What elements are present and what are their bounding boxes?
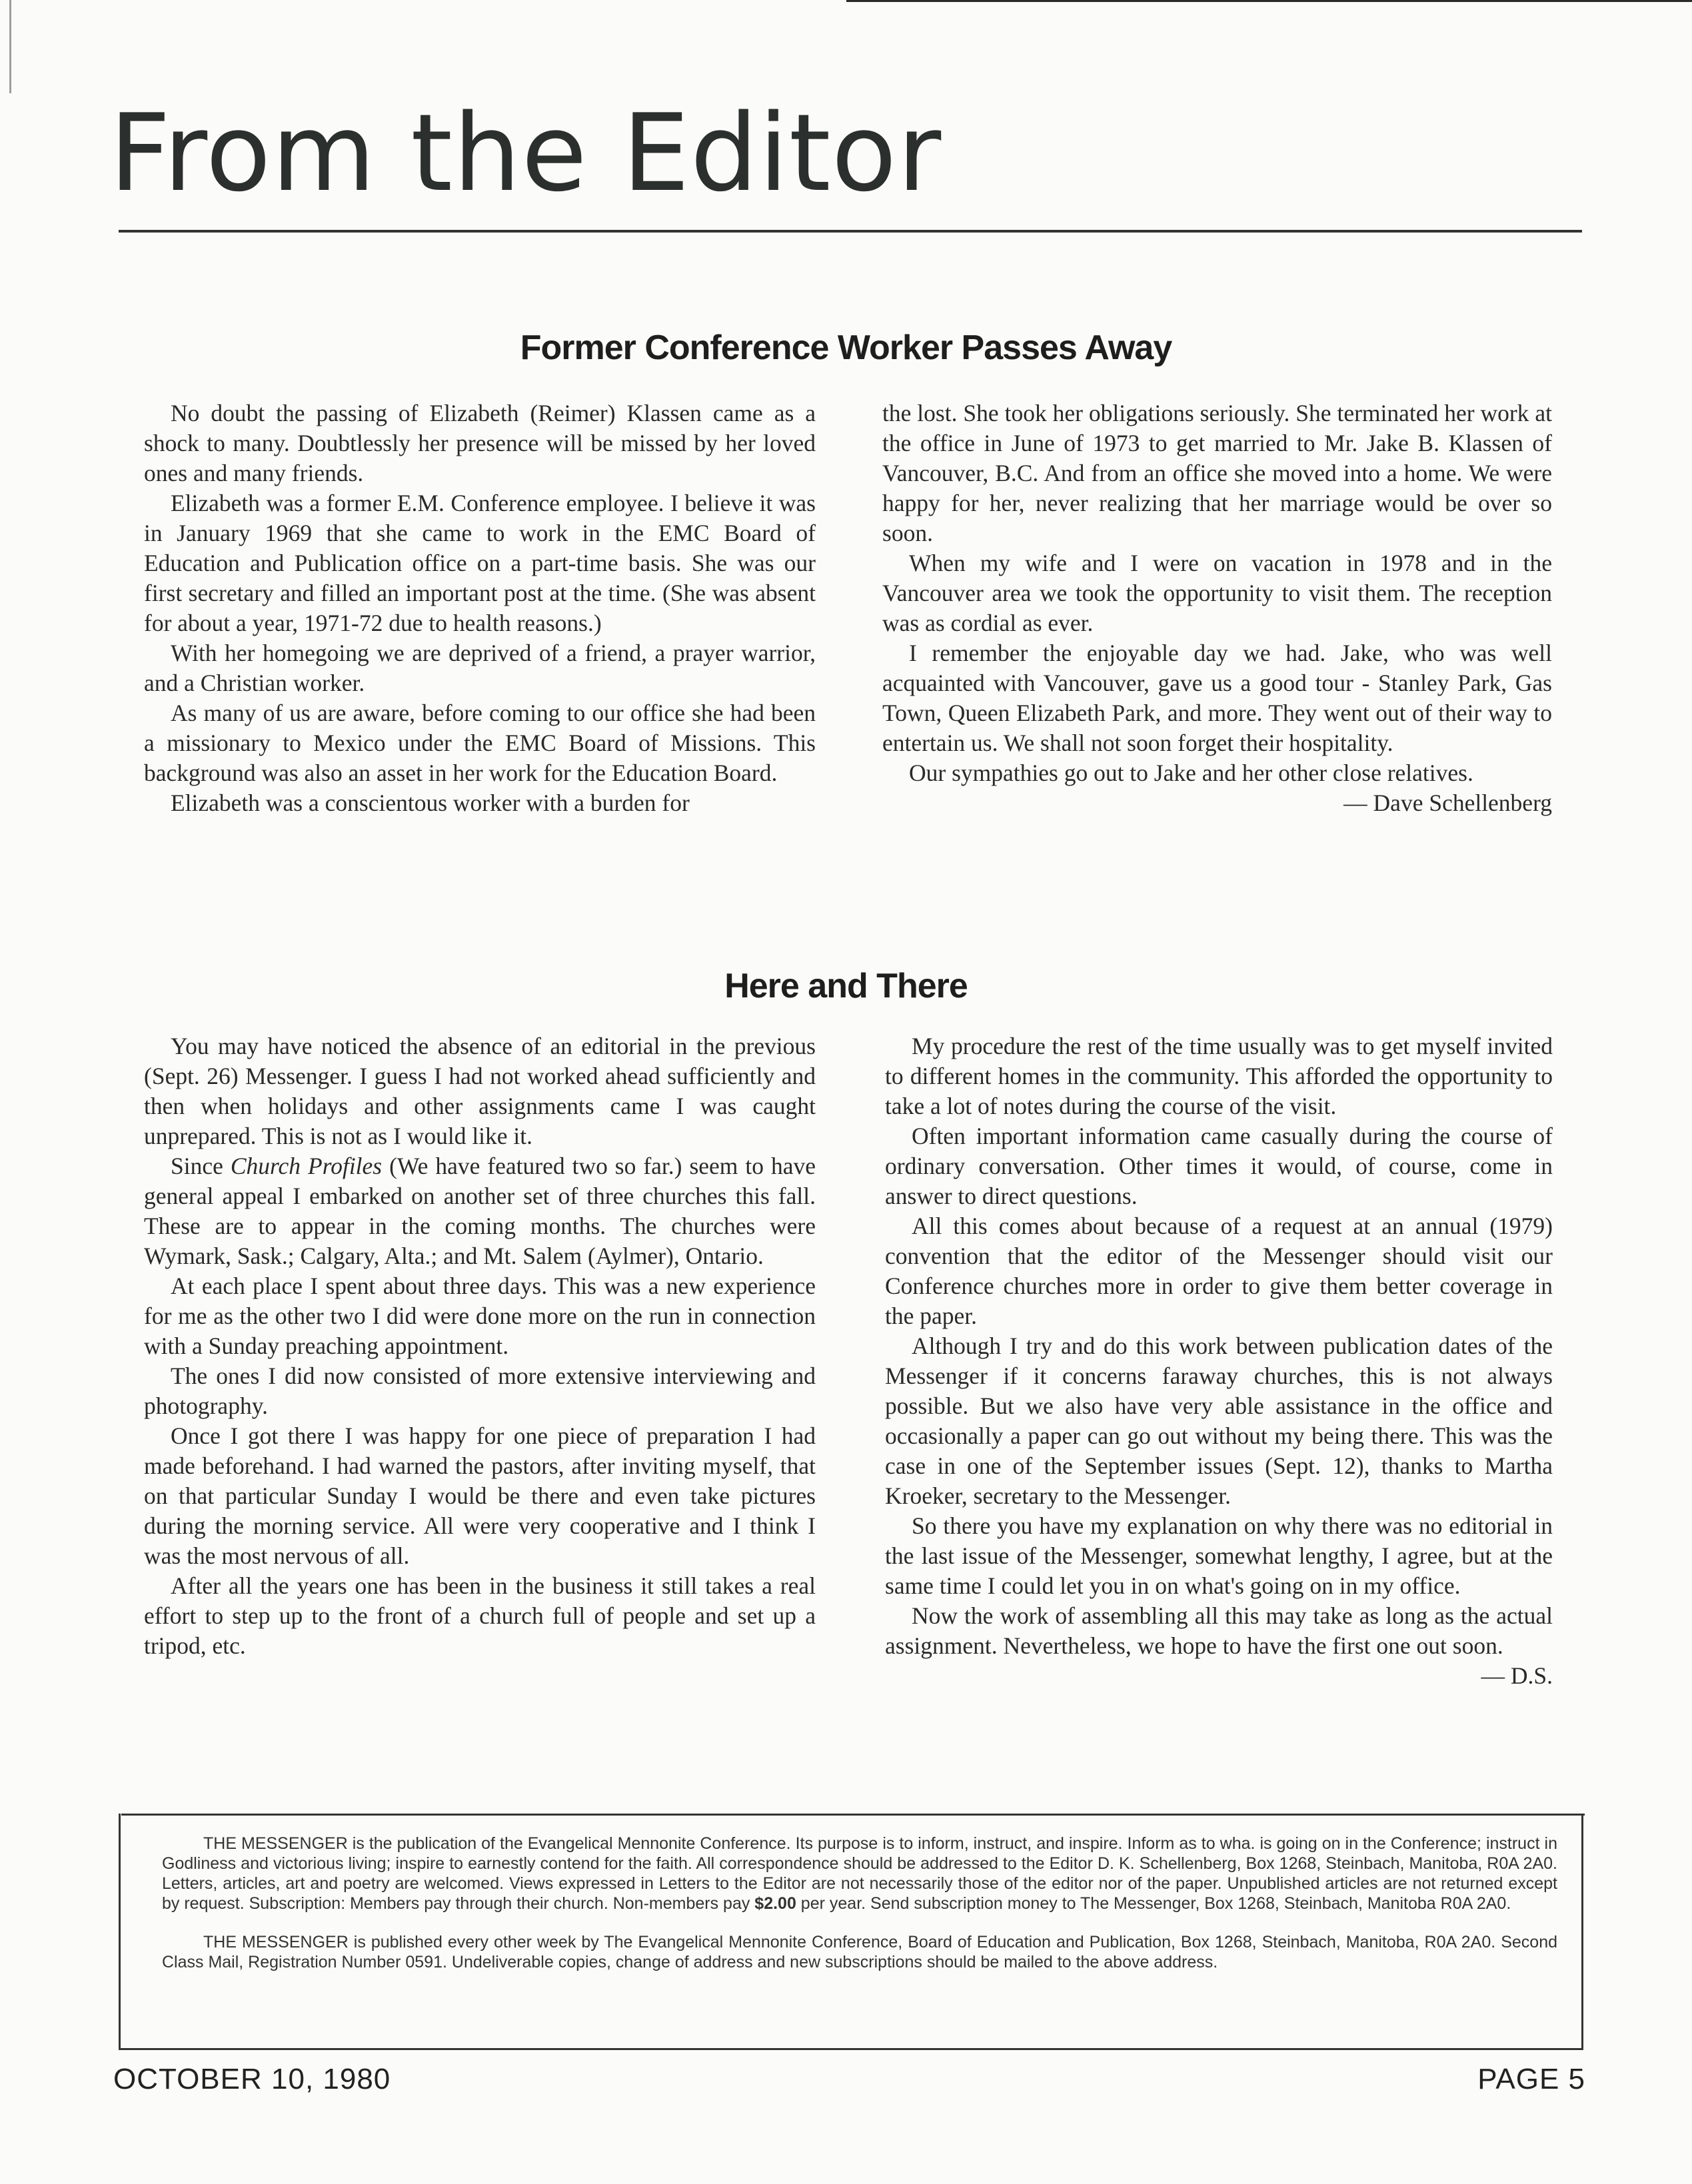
paragraph: No doubt the passing of Elizabeth (Reimer) Klassen came as a shock to many. Doubtlessly her presence will be missed by her loved ones and many friends. [144, 400, 816, 486]
paragraph: At each place I spent about three days. This was a new experience for me as the other two I did were done more on the run in connection with a Sunday preaching appointment. [144, 1273, 816, 1359]
paragraph: So there you have my explanation on why there was no editorial in the last issue of the Messenger, somewhat lengthy, I agree, but at the same time I could let you in on what's going on in my office. [885, 1512, 1553, 1599]
text-run: THE MESSENGER is the publication of the Evangelical Mennonite Conference. Its purpose is to inform, instruct, and inspire. Inform as to wha. is going on in the Conference; instruct in Godliness and victorious living; inspire to earnestly contend for the faith. All correspondence should be addressed to the Editor D. K. Schellenberg, Box 1268, Steinbach, Manitoba, R0A 2A0. Letters, articles, art and poetry are welcomed. Views expressed in Letters to the Editor are not necessarily those of the editor nor of the paper. Unpublished articles are not returned except by request. Subscription: Members pay through their church. Non-members pay [162, 1834, 1557, 1913]
article1-left-column [144, 398, 816, 818]
paragraph: With her homegoing we are deprived of a friend, a prayer warrior, and a Christian worker. [144, 640, 816, 696]
subscription-price: $2.00 [754, 1894, 796, 1913]
scan-edge [9, 0, 11, 93]
article2-headline: Here and There [724, 967, 968, 1005]
paragraph: My procedure the rest of the time usually was to get myself invited to different homes in the community. This afforded the opportunity to take a lot of notes during the course of the visit. [885, 1033, 1553, 1119]
paragraph: Our sympathies go out to Jake and her other close relatives. [909, 760, 1473, 786]
text-run: (We have featured two so far.) seem to have general appeal I embarked on another set of three churches this fall. These are to appear in the coming months. The churches were Wymark, Sask.; Calgary, Alta.; and Mt. Salem (Aylmer), Ontario. [144, 1153, 816, 1269]
text-run: Since [171, 1153, 231, 1179]
top-rule [846, 0, 1692, 2]
paragraph: When my wife and I were on vacation in 1978 and in the Vancouver area we took the opportunity to visit them. The reception was as cordial as ever. [882, 550, 1552, 636]
notice-paragraph: THE MESSENGER is published every other week by The Evangelical Mennonite Conference, Board of Education and Publication, Box 1268, Steinbach, Manitoba, R0A 2A0. Second Class Mail, Registration Number 0591. Undeliverable copies, change of address and new subscriptions should be mailed to the above address. [162, 1933, 1557, 1971]
paragraph: Elizabeth was a conscientous worker with a burden for [171, 790, 690, 816]
masthead-title: From the Editor [109, 91, 942, 215]
masthead-rule [119, 230, 1582, 233]
paragraph: Although I try and do this work between publication dates of the Messenger if it concerns faraway churches, this is not always possible. But we also have very able assistance in the office and occasionally a paper can go out without my being there. This was the case in one of the September issues (Sept. 12), thanks to Martha Kroeker, secretary to the Messenger. [885, 1333, 1553, 1509]
paragraph: Once I got there I was happy for one piece of preparation I had made beforehand. I had warned the pastors, after inviting myself, that on that particular Sunday I would be there and even take pictures during the morning service. All were very cooperative and I think I was the most nervous of all. [144, 1422, 816, 1569]
article1-headline: Former Conference Worker Passes Away [520, 328, 1172, 367]
article1-right-column [882, 398, 1552, 818]
article1-signature: — Dave Schellenberg [1343, 790, 1552, 816]
notice-paragraph [162, 1834, 1557, 1913]
publication-notice-box [119, 1814, 1583, 2050]
paragraph: I remember the enjoyable day we had. Jake, who was well acquainted with Vancouver, gave us a good tour - Stanley Park, Gas Town, Queen Elizabeth Park, and more. They went out of their way to entertain us. We shall not soon forget their hospitality. [882, 640, 1552, 756]
paragraph: As many of us are aware, before coming to our office she had been a missionary to Mexico under the EMC Board of Missions. This background was also an asset in her work for the Education Board. [144, 700, 816, 786]
article2-signature: — D.S. [1481, 1662, 1553, 1689]
text-run: per year. Send subscription money to The Messenger, Box 1268, Steinbach, Manitoba R0A 2A0. [796, 1894, 1511, 1913]
paragraph: All this comes about because of a request at an annual (1979) convention that the editor of the Messenger should visit our Conference churches more in order to give them better coverage in the paper. [885, 1213, 1553, 1329]
paragraph: The ones I did now consisted of more extensive interviewing and photography. [144, 1363, 816, 1419]
paragraph [144, 1151, 816, 1271]
paragraph: You may have noticed the absence of an editorial in the previous (Sept. 26) Messenger. I guess I had not worked ahead sufficiently and then when holidays and other assignments came I was caught unprepared. This is not as I would like it. [144, 1033, 816, 1149]
article2-right-column [885, 1031, 1553, 1691]
article2-left-column [144, 1031, 816, 1661]
publication-title: Church Profiles [230, 1153, 383, 1179]
paragraph: Elizabeth was a former E.M. Conference employee. I believe it was in January 1969 that she came to work in the EMC Board of Education and Publication office on a part-time basis. She was our first secretary and filled an important post at the time. (She was absent for about a year, 1971-72 due to health reasons.) [144, 490, 816, 636]
paragraph: Often important information came casually during the course of ordinary conversation. Other times it would, of course, come in answer to direct questions. [885, 1123, 1553, 1209]
paragraph [885, 1601, 1553, 1689]
text-run: Now the work of assembling all this may take as long as the actual assignment. Nevertheless, we hope to have the first one out soon. [885, 1602, 1553, 1659]
page-number: PAGE 5 [1477, 2063, 1585, 2095]
issue-date: OCTOBER 10, 1980 [113, 2063, 391, 2095]
paragraph-continued: the lost. She took her obligations seriously. She terminated her work at the office in June of 1973 to get married to Mr. Jake B. Klassen of Vancouver, B.C. And from an office she moved into a home. We were happy for her, never realizing that her marriage would be over so soon. [882, 400, 1552, 546]
paragraph: After all the years one has been in the business it still takes a real effort to step up to the front of a church full of people and set up a tripod, etc. [144, 1572, 816, 1659]
